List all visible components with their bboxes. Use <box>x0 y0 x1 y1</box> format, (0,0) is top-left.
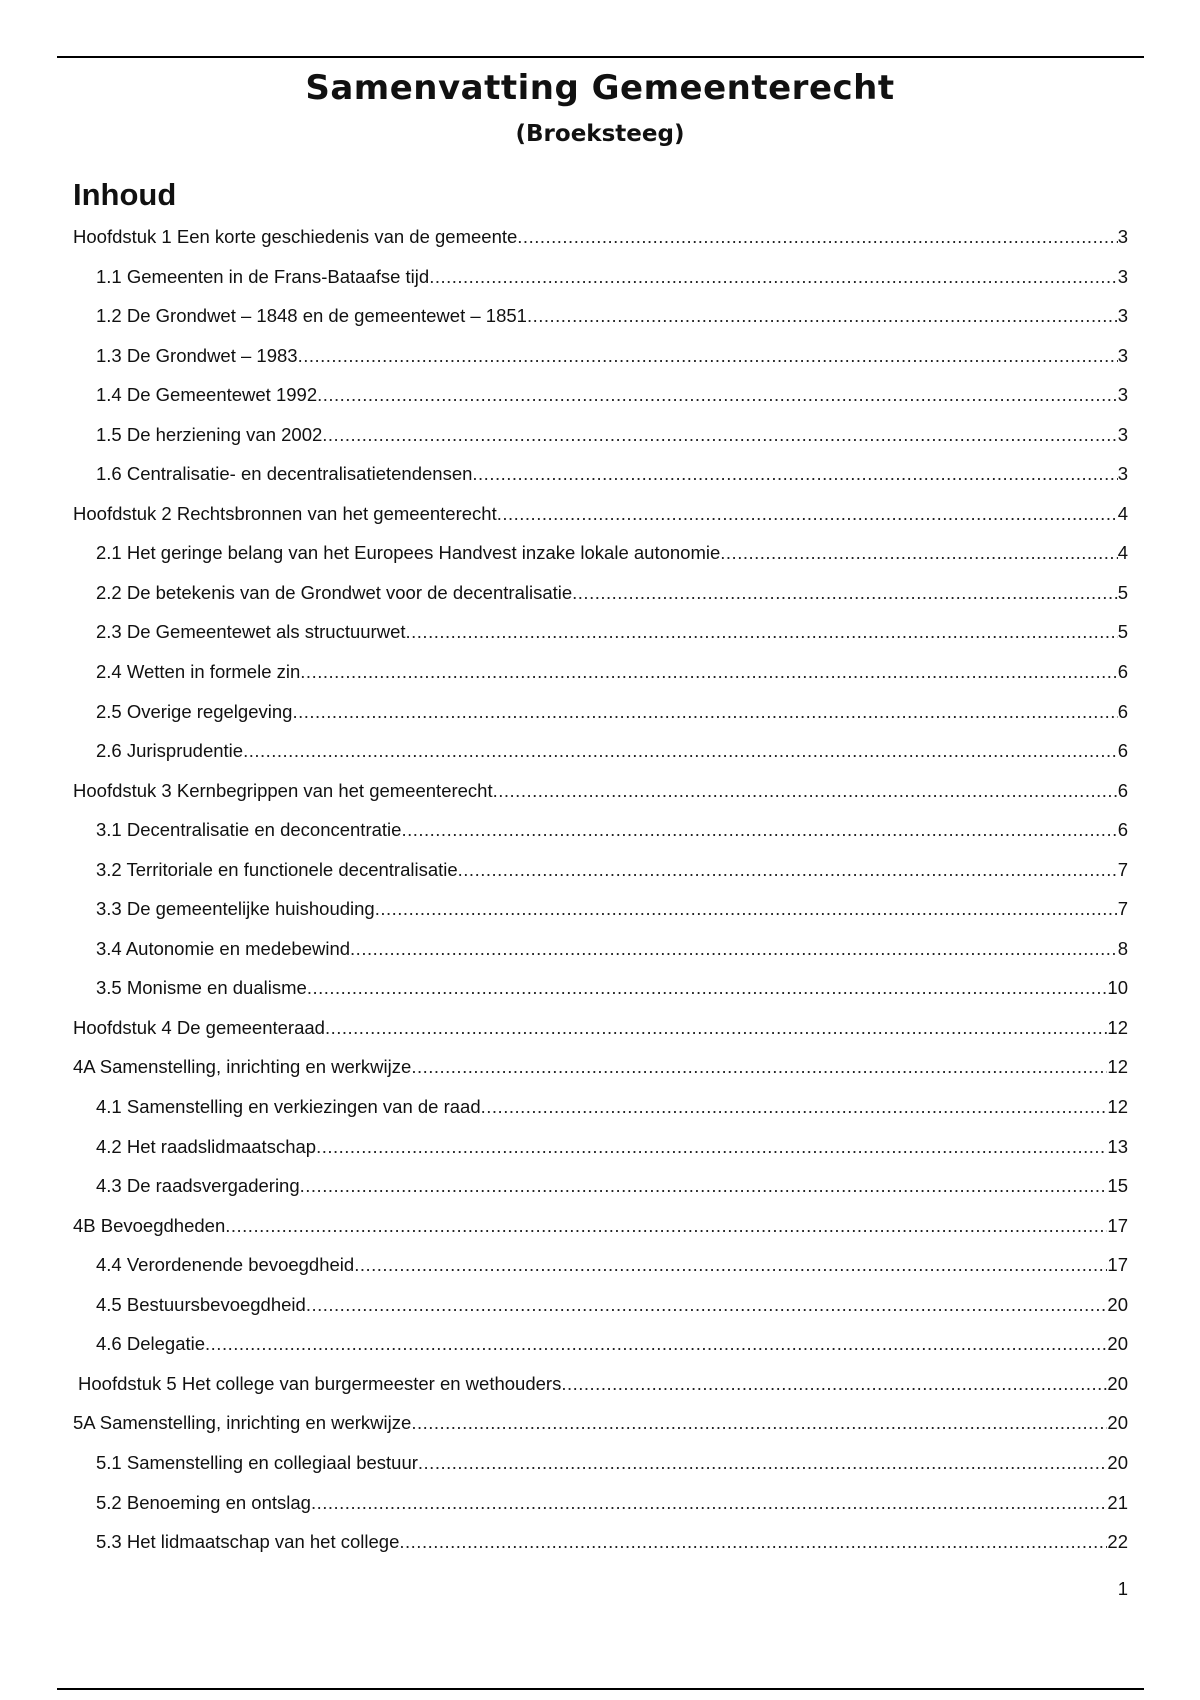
toc-entry-page: 20 <box>1107 1452 1128 1473</box>
toc-leader-dots <box>311 1493 1107 1513</box>
toc-entry-page: 5 <box>1117 582 1128 603</box>
toc-entry-section[interactable] <box>73 464 1128 504</box>
toc-leader-dots <box>300 662 1117 682</box>
toc-leader-dots <box>418 1453 1108 1473</box>
toc-entry-title: 4.4 Verordenende bevoegdheid <box>96 1255 355 1276</box>
toc-entry-section[interactable] <box>73 1176 1128 1216</box>
toc-entry-page: 20 <box>1107 1334 1128 1355</box>
toc-entry-title: 4.2 Het raadslidmaatschap <box>96 1136 317 1157</box>
top-rule <box>57 56 1144 58</box>
bottom-rule <box>57 1688 1144 1690</box>
toc-leader-dots <box>406 622 1118 642</box>
toc-entry-page: 7 <box>1117 899 1128 920</box>
toc-entry-page: 3 <box>1117 306 1128 327</box>
toc-entry-section[interactable] <box>73 1255 1128 1295</box>
toc-entry-page: 17 <box>1107 1215 1128 1236</box>
toc-entry-section[interactable] <box>73 1532 1128 1572</box>
toc-leader-dots <box>317 385 1118 405</box>
toc-entry-section[interactable] <box>73 820 1128 860</box>
toc-entry-chapter[interactable] <box>73 781 1128 821</box>
toc-entry-section[interactable] <box>73 939 1128 979</box>
toc-entry-section[interactable] <box>73 385 1128 425</box>
toc-entry-page: 4 <box>1117 543 1128 564</box>
toc-leader-dots <box>527 306 1118 326</box>
toc-leader-dots <box>720 543 1117 563</box>
toc-entry-section[interactable] <box>73 741 1128 781</box>
toc-entry-title: 3.2 Territoriale en functionele decentralisatie <box>96 859 458 880</box>
toc-entry-title: 1.6 Centralisatie- en decentralisatietendensen <box>96 464 473 485</box>
table-of-contents <box>73 227 1128 1572</box>
toc-entry-chapter[interactable] <box>73 504 1128 544</box>
toc-entry-title: 2.4 Wetten in formele zin <box>96 662 301 683</box>
toc-leader-dots <box>458 860 1118 880</box>
toc-entry-section[interactable] <box>73 1097 1128 1137</box>
toc-entry-chapter[interactable] <box>73 1018 1128 1058</box>
toc-leader-dots <box>225 1216 1107 1236</box>
toc-entry-page: 3 <box>1117 266 1128 287</box>
toc-entry-title: 5.1 Samenstelling en collegiaal bestuur <box>96 1452 418 1473</box>
toc-entry-title: 2.2 De betekenis van de Grondwet voor de decentralisatie <box>96 582 573 603</box>
toc-entry-section[interactable] <box>73 1137 1128 1177</box>
toc-leader-dots <box>205 1334 1107 1354</box>
toc-leader-dots <box>561 1374 1107 1394</box>
toc-entry-page: 7 <box>1117 859 1128 880</box>
toc-entry-page: 8 <box>1117 938 1128 959</box>
toc-entry-title: 2.5 Overige regelgeving <box>96 701 293 722</box>
toc-leader-dots <box>307 978 1108 998</box>
toc-leader-dots <box>481 1097 1108 1117</box>
toc-leader-dots <box>572 583 1118 603</box>
toc-entry-page: 6 <box>1117 741 1128 762</box>
toc-entry-section[interactable] <box>73 622 1128 662</box>
toc-leader-dots <box>375 899 1118 919</box>
toc-entry-page: 21 <box>1107 1492 1128 1513</box>
toc-entry-chapter[interactable] <box>73 1216 1128 1256</box>
toc-entry-page: 12 <box>1107 1017 1128 1038</box>
toc-leader-dots <box>300 1176 1108 1196</box>
toc-heading: Inhoud <box>73 177 177 212</box>
toc-leader-dots <box>354 1255 1107 1275</box>
toc-entry-page: 3 <box>1117 345 1128 366</box>
toc-leader-dots <box>517 227 1117 247</box>
toc-leader-dots <box>316 1137 1107 1157</box>
toc-entry-section[interactable] <box>73 306 1128 346</box>
toc-entry-section[interactable] <box>73 860 1128 900</box>
toc-entry-section[interactable] <box>73 1493 1128 1533</box>
toc-entry-chapter[interactable] <box>73 1374 1128 1414</box>
toc-leader-dots <box>497 504 1118 524</box>
toc-leader-dots <box>401 820 1117 840</box>
toc-entry-title: Hoofdstuk 3 Kernbegrippen van het gemeenterecht <box>73 780 493 801</box>
toc-entry-title: 3.4 Autonomie en medebewind <box>96 938 351 959</box>
toc-entry-title: 4.1 Samenstelling en verkiezingen van de raad <box>96 1097 481 1118</box>
toc-entry-title: 2.1 Het geringe belang van het Europees Handvest inzake lokale autonomie <box>96 543 721 564</box>
toc-entry-page: 6 <box>1117 662 1128 683</box>
toc-entry-title: Hoofdstuk 2 Rechtsbronnen van het gemeenterecht <box>73 503 497 524</box>
toc-entry-page: 3 <box>1117 424 1128 445</box>
toc-entry-section[interactable] <box>73 583 1128 623</box>
toc-entry-page: 6 <box>1117 701 1128 722</box>
toc-leader-dots <box>350 939 1118 959</box>
toc-entry-title: 1.2 De Grondwet – 1848 en de gemeentewet – 1851 <box>96 306 527 327</box>
toc-leader-dots <box>292 702 1117 722</box>
toc-entry-title: 5A Samenstelling, inrichting en werkwijze <box>73 1413 412 1434</box>
toc-entry-page: 13 <box>1107 1136 1128 1157</box>
document-title: Samenvatting Gemeenterecht <box>305 68 895 108</box>
toc-entry-title: Hoofdstuk 4 De gemeenteraad <box>73 1017 325 1038</box>
toc-entry-page: 12 <box>1107 1097 1128 1118</box>
toc-leader-dots <box>493 781 1118 801</box>
toc-entry-page: 5 <box>1117 622 1128 643</box>
toc-leader-dots <box>411 1413 1107 1433</box>
toc-leader-dots <box>411 1057 1107 1077</box>
toc-entry-section[interactable] <box>73 267 1128 307</box>
toc-entry-title: 4.5 Bestuursbevoegdheid <box>96 1294 306 1315</box>
toc-leader-dots <box>325 1018 1107 1038</box>
toc-entry-page: 17 <box>1107 1255 1128 1276</box>
toc-leader-dots <box>322 425 1117 445</box>
toc-entry-title: 5.2 Benoeming en ontslag <box>96 1492 311 1513</box>
toc-entry-section[interactable] <box>73 1295 1128 1335</box>
toc-entry-page: 15 <box>1107 1176 1128 1197</box>
toc-entry-title: 1.5 De herziening van 2002 <box>96 424 323 445</box>
toc-entry-section[interactable] <box>73 662 1128 702</box>
toc-entry-section[interactable] <box>73 702 1128 742</box>
toc-entry-section[interactable] <box>73 425 1128 465</box>
toc-entry-title: 1.1 Gemeenten in de Frans-Bataafse tijd <box>96 266 430 287</box>
toc-entry-page: 6 <box>1117 820 1128 841</box>
toc-entry-chapter[interactable] <box>73 227 1128 267</box>
toc-entry-title: 4B Bevoegdheden <box>73 1215 226 1236</box>
toc-entry-section[interactable] <box>73 543 1128 583</box>
toc-entry-title: 1.4 De Gemeentewet 1992 <box>96 385 318 406</box>
toc-entry-title: 3.5 Monisme en dualisme <box>96 978 307 999</box>
toc-entry-section[interactable] <box>73 346 1128 386</box>
toc-entry-section[interactable] <box>73 978 1128 1018</box>
toc-entry-page: 20 <box>1107 1413 1128 1434</box>
toc-entry-title: Hoofdstuk 5 Het college van burgermeester en wethouders <box>78 1373 562 1394</box>
toc-entry-title: 3.1 Decentralisatie en deconcentratie <box>96 820 402 841</box>
toc-entry-page: 12 <box>1107 1057 1128 1078</box>
toc-entry-title: 1.3 De Grondwet – 1983 <box>96 345 298 366</box>
toc-entry-section[interactable] <box>73 1334 1128 1374</box>
toc-entry-title: 3.3 De gemeentelijke huishouding <box>96 899 375 920</box>
toc-entry-page: 10 <box>1107 978 1128 999</box>
toc-leader-dots <box>399 1532 1107 1552</box>
toc-leader-dots <box>243 741 1118 761</box>
page-number: 1 <box>1117 1578 1128 1599</box>
toc-entry-title: 2.3 De Gemeentewet als structuurwet <box>96 622 406 643</box>
toc-leader-dots <box>298 346 1118 366</box>
toc-entry-page: 3 <box>1117 385 1128 406</box>
toc-entry-page: 3 <box>1117 464 1128 485</box>
document-subtitle: (Broeksteeg) <box>515 121 685 147</box>
toc-entry-title: 4.6 Delegatie <box>96 1334 206 1355</box>
toc-entry-title: 4.3 De raadsvergadering <box>96 1176 300 1197</box>
toc-leader-dots <box>306 1295 1108 1315</box>
toc-entry-title: Hoofdstuk 1 Een korte geschiedenis van de gemeente <box>73 227 518 247</box>
toc-entry-page: 4 <box>1117 503 1128 524</box>
toc-leader-dots <box>429 267 1118 287</box>
toc-entry-title: 5.3 Het lidmaatschap van het college <box>96 1532 400 1553</box>
toc-entry-title: 4A Samenstelling, inrichting en werkwijze <box>73 1057 412 1078</box>
toc-entry-page: 20 <box>1107 1294 1128 1315</box>
toc-entry-page: 6 <box>1117 780 1128 801</box>
toc-entry-chapter[interactable] <box>73 1413 1128 1453</box>
toc-entry-section[interactable] <box>73 1453 1128 1493</box>
toc-entry-page: 22 <box>1107 1532 1128 1553</box>
toc-entry-title: 2.6 Jurisprudentie <box>96 741 244 762</box>
toc-leader-dots <box>472 464 1117 484</box>
toc-entry-page: 20 <box>1107 1373 1128 1394</box>
toc-entry-section[interactable] <box>73 899 1128 939</box>
toc-entry-page: 3 <box>1117 227 1128 247</box>
toc-entry-chapter[interactable] <box>73 1057 1128 1097</box>
